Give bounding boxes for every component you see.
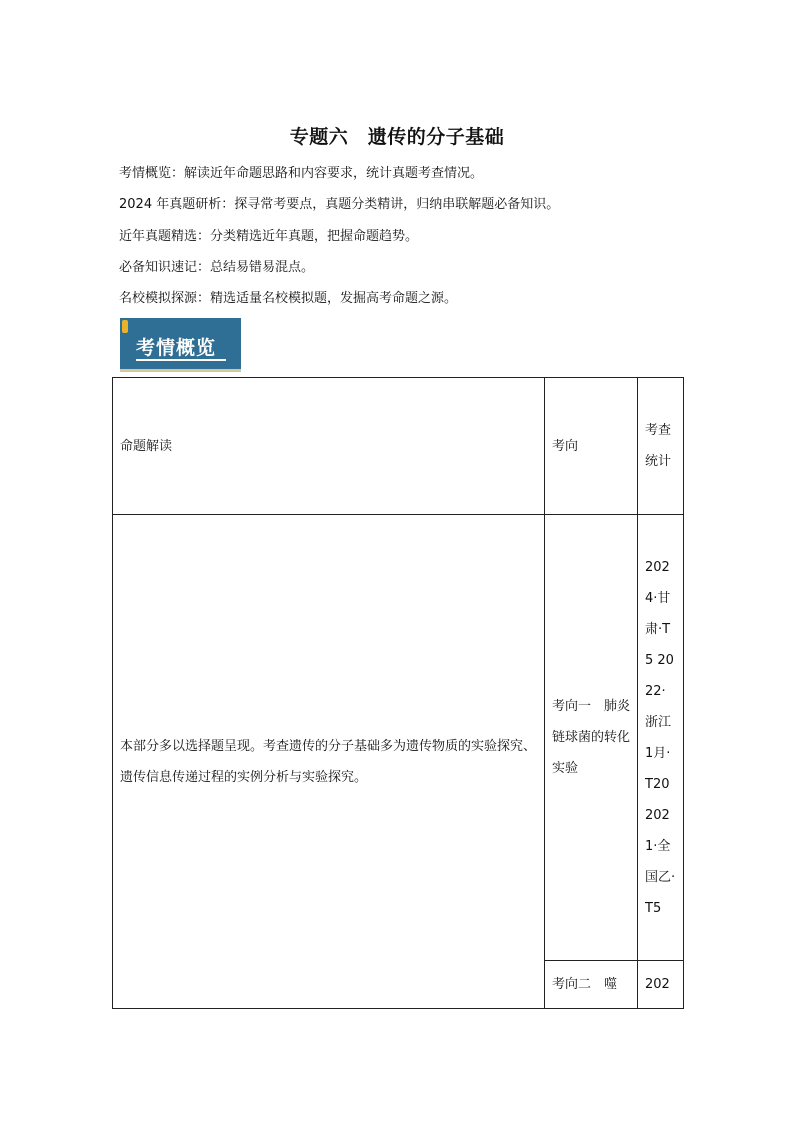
intro-line-selection: 近年真题精选：分类精选近年真题，把握命题趋势。 (119, 229, 419, 244)
table-header-row (113, 378, 684, 515)
page-title: 专题六 遗传的分子基础 (289, 126, 505, 148)
header-reading: 命题解读 (113, 378, 545, 515)
reading-content: 本部分多以选择题呈现。考查遗传的分子基础多为遗传物质的实验探究、遗传信息传递过程的实例分析与实验探究。 (113, 515, 545, 1009)
exam-overview-table (112, 377, 684, 1009)
intro-line-simulation: 名校模拟探源：精选适量名校模拟题，发掘高考命题之源。 (119, 291, 458, 306)
intro-line-analysis: 2024 年真题研析：探寻常考要点，真题分类精讲，归纳串联解题必备知识。 (119, 197, 560, 212)
stats-cell: 202 (638, 961, 684, 1009)
table-row (113, 515, 684, 961)
stats-cell: 2024·甘肃·T5 2022·浙江 1月·T20 2021·全国乙·T5 (638, 515, 684, 961)
banner-tab-icon (122, 320, 128, 333)
header-direction: 考向 (545, 378, 638, 515)
intro-line-overview: 考情概览：解读近年命题思路和内容要求，统计真题考查情况。 (119, 166, 484, 181)
direction-cell: 考向二 噬 (545, 961, 638, 1009)
section-banner (120, 318, 241, 372)
direction-cell: 考向一 肺炎链球菌的转化实验 (545, 515, 638, 961)
section-banner-label: 考情概览 (136, 337, 217, 359)
intro-line-memo: 必备知识速记：总结易错易混点。 (119, 260, 315, 275)
banner-underline (136, 359, 226, 361)
header-stats: 考查统计 (638, 378, 684, 515)
